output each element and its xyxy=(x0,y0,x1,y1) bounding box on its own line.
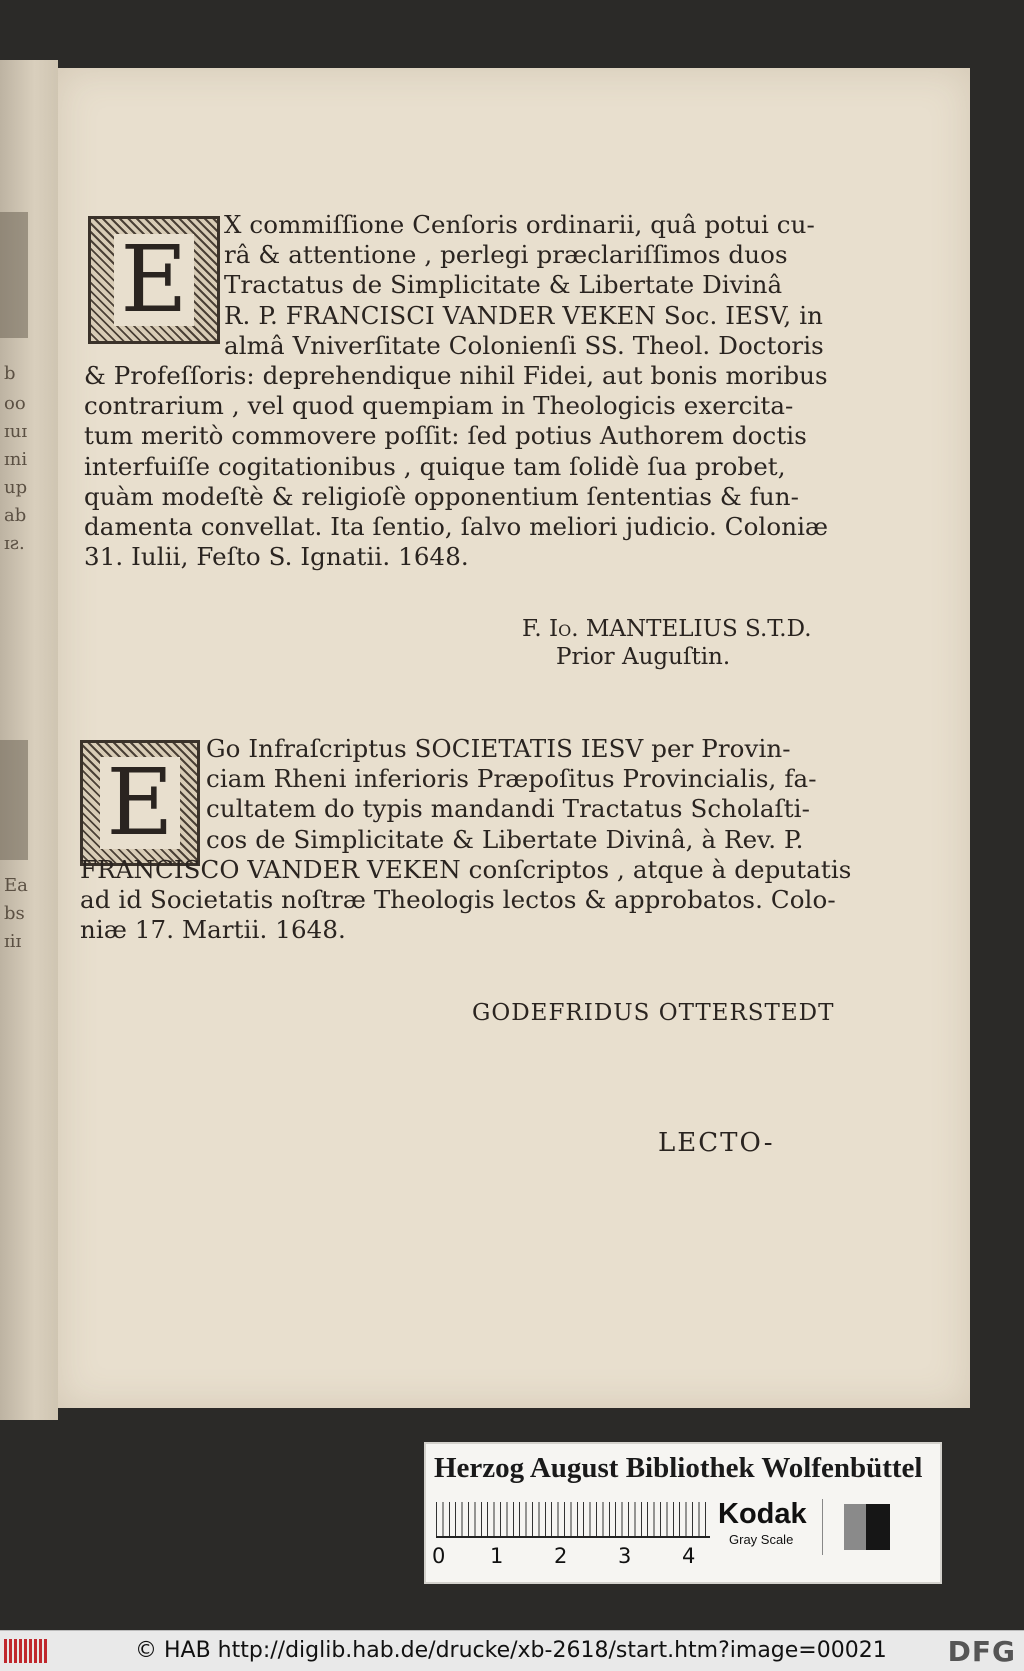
black-swatch xyxy=(866,1504,890,1550)
scale-number: 1 xyxy=(490,1544,504,1568)
kodak-logo: Kodak xyxy=(718,1498,807,1530)
text-line: 31. Iulii, Feſto S. Ignatii. 1648. xyxy=(84,542,469,572)
text-line: ad id Societatis noſtræ Theologis lectos & approbatos. Colo- xyxy=(80,885,836,915)
scale-ruler-baseline xyxy=(436,1536,710,1538)
scale-ruler xyxy=(436,1502,710,1538)
text-line: damenta convellat. Ita ſentio, ſalvo meliori judicio. Coloniæ xyxy=(84,512,829,542)
prev-fragment: Ea xyxy=(4,875,28,896)
text-line: cultatem do typis mandandi Tractatus Scholaſti- xyxy=(206,794,810,824)
censura-text-full xyxy=(84,361,828,572)
prev-fragment: ɪiɪ xyxy=(4,931,22,952)
censor-signature-name: F. Io. MANTELIUS S.T.D. xyxy=(522,616,812,642)
dfg-logo[interactable]: DFG xyxy=(947,1635,1016,1668)
prev-fragment: bs xyxy=(4,903,25,924)
previous-page-ornament xyxy=(0,212,28,338)
previous-page-ornament xyxy=(0,740,28,860)
text-line: ciam Rheni inferioris Præpoſitus Provincialis, fa- xyxy=(206,764,817,794)
prev-fragment: up xyxy=(4,477,28,498)
text-line: R. P. FRANCISCI VANDER VEKEN Soc. IESV, in xyxy=(224,300,824,330)
text-line: almâ Vniverſitate Colonienſi SS. Theol. Doctoris xyxy=(224,330,824,360)
card-divider xyxy=(822,1499,823,1555)
approbatio-text-full xyxy=(80,855,851,946)
scale-number: 4 xyxy=(682,1544,696,1568)
censura-text-indented xyxy=(224,210,824,361)
prev-fragment: oo xyxy=(4,393,26,414)
library-label: Herzog August Bibliothek Wolfenbüttel xyxy=(434,1452,923,1484)
catchword: LECTO- xyxy=(658,1128,775,1158)
gray-swatch xyxy=(844,1504,866,1550)
initial-letter: E xyxy=(114,234,193,326)
book-page xyxy=(58,68,970,1408)
scale-number: 3 xyxy=(618,1544,632,1568)
prev-fragment: ɪni xyxy=(4,449,28,470)
provincial-signature: GODEFRIDUS OTTERSTEDT xyxy=(472,1000,835,1026)
censor-signature-title: Prior Auguſtin. xyxy=(556,644,731,670)
prev-fragment: ab xyxy=(4,505,27,526)
ornamental-initial xyxy=(88,216,220,344)
prev-fragment: ɪuɪ xyxy=(4,421,28,442)
viewer-footer xyxy=(0,1630,1024,1671)
initial-letter: E xyxy=(100,757,179,849)
text-line: FRANCISCO VANDER VEKEN conſcriptos , atque à deputatis xyxy=(80,855,852,884)
text-line: râ & attentione , perlegi præclariſſimos duos xyxy=(224,240,788,270)
color-calibration-card xyxy=(424,1442,942,1584)
prev-fragment: ɪƨ. xyxy=(4,533,25,554)
previous-page-edge xyxy=(0,60,58,1420)
prev-fragment: b xyxy=(4,363,16,384)
text-line: X commiſſione Cenſoris ordinarii, quâ potui cu- xyxy=(224,210,815,239)
ornamental-initial xyxy=(80,740,200,866)
text-line: Tractatus de Simplicitate & Libertate Divinâ xyxy=(224,270,783,300)
text-line: quàm modeſtè & religioſè opponentium ſententias & fun- xyxy=(84,481,799,511)
text-line: contrarium , vel quod quempiam in Theologicis exercita- xyxy=(84,391,794,421)
text-line: interfuiſſe cogitationibus , quique tam ſolidè ſua probet, xyxy=(84,451,786,481)
gray-scale-label: Gray Scale xyxy=(729,1532,794,1547)
scale-number: 2 xyxy=(554,1544,568,1568)
text-line: Go Infraſcriptus SOCIETATIS IESV per Provin- xyxy=(206,734,791,763)
text-line: tum meritò commovere poſſit: ſed potius Authorem doctis xyxy=(84,421,807,451)
text-line: niæ 17. Martii. 1648. xyxy=(80,915,346,945)
scale-number: 0 xyxy=(432,1544,446,1568)
hab-barcode-logo xyxy=(4,1639,48,1663)
text-line: & Profeſſoris: deprehendique nihil Fidei, aut bonis moribus xyxy=(84,361,828,390)
approbatio-text-indented xyxy=(206,734,817,855)
text-line: cos de Simplicitate & Libertate Divinâ, à Rev. P. xyxy=(206,824,804,854)
credit-link[interactable]: © HAB http://diglib.hab.de/drucke/xb-2618/start.htm?image=00021 xyxy=(135,1638,887,1663)
